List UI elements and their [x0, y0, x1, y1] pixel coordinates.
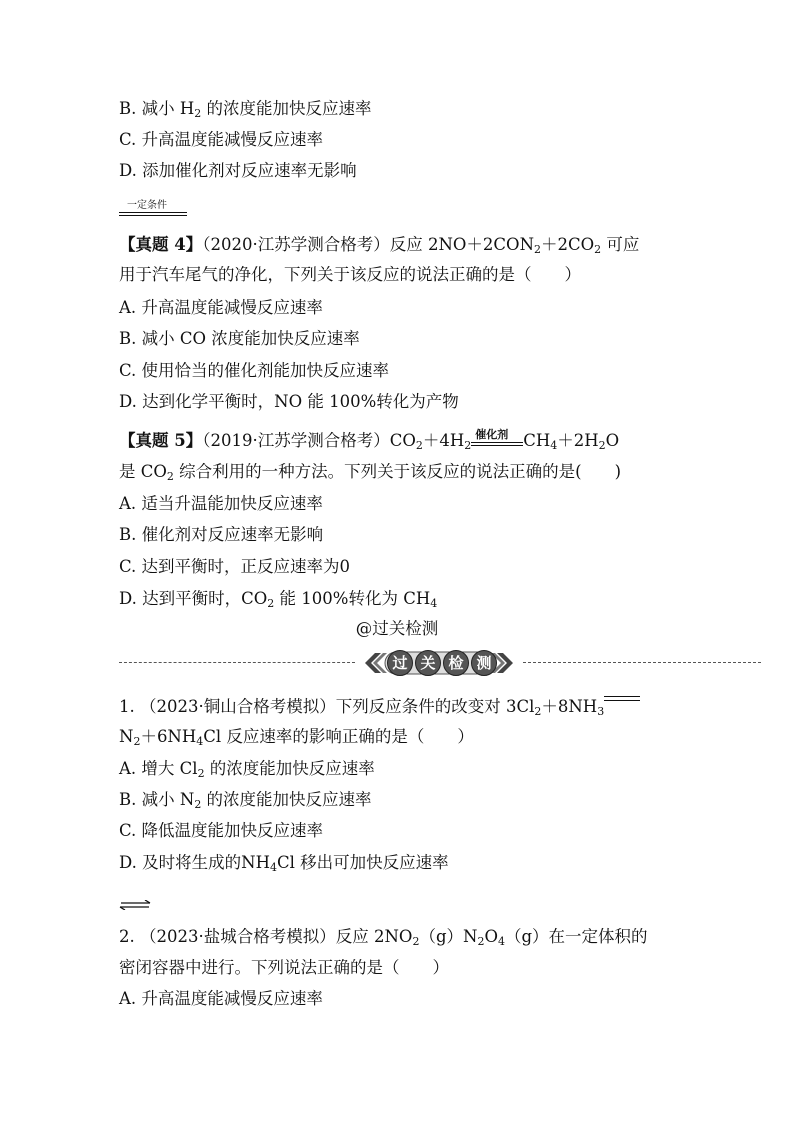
q4-stem-line2: 用于汽车尾气的净化，下列关于该反应的说法正确的是（ ） [119, 265, 581, 284]
q5-stem-line2: 是 $CO_2$ 综合利用的一种方法。下列关于该反应的说法正确的是( ) [119, 462, 622, 483]
q4-option-a: A. 升高温度能减慢反应速率 [119, 298, 323, 317]
q4-stem-line1: 【真题 4】（2020·江苏学测合格考）反应 $2NO+2CON_2+2CO_2$ 可应 [119, 235, 640, 256]
badge-char-1: 过 [387, 650, 413, 676]
q5-option-b: B. 催化剂对反应速率无影响 [119, 525, 324, 544]
prev-option-b: B. 减小 $H_2$ 的浓度能加快反应速率 [119, 99, 372, 120]
prev-option-d: D. 添加催化剂对反应速率无影响 [119, 161, 357, 180]
condition-arrow-label: 一定条件 [127, 200, 167, 211]
p1-option-d: D. 及时将生成的$NH_4Cl$ 移出可加快反应速率 [119, 853, 449, 874]
reversible-arrow-icon [119, 900, 151, 910]
q5-option-d: D. 达到平衡时，$CO_2$ 能 100%转化为 $CH_4$ [119, 589, 438, 610]
p1-option-b: B. 减小 $N_2$ 的浓度能加快反应速率 [119, 790, 372, 811]
catalyst-arrow: 催化剂 [471, 430, 523, 452]
q4-option-b: B. 减小 CO 浓度能加快反应速率 [119, 329, 360, 348]
p2-option-a: A. 升高温度能减慢反应速率 [119, 989, 323, 1008]
p1-stem-line1: 1. （2023·铜山合格考模拟）下列反应条件的改变对 $3Cl_2+8NH_3$ [119, 696, 640, 718]
q4-tag: 【真题 4】 [119, 235, 203, 254]
q4-option-c: C. 使用恰当的催化剂能加快反应速率 [119, 361, 390, 380]
p1-option-a: A. 增大 $Cl_2$ 的浓度能加快反应速率 [119, 759, 375, 780]
p1-option-c: C. 降低温度能加快反应速率 [119, 821, 324, 840]
q5-tag: 【真题 5】 [119, 431, 203, 450]
prev-option-c: C. 升高温度能减慢反应速率 [119, 130, 324, 149]
q4-option-d: D. 达到化学平衡时，NO 能 100%转化为产物 [119, 392, 459, 411]
p1-stem-line2: $N_2+6NH_4Cl$ 反应速率的影响正确的是（ ） [119, 727, 474, 748]
q5-option-a: A. 适当升温能加快反应速率 [119, 494, 323, 513]
condition-arrow [119, 201, 189, 217]
badge-char-4: 测 [471, 650, 497, 676]
section-title: @过关检测 [355, 619, 439, 638]
badge-char-3: 检 [443, 650, 469, 676]
section-badge [363, 649, 515, 677]
q5-option-c: C. 达到平衡时，正反应速率为0 [119, 557, 351, 576]
equilibrium-sign [604, 696, 640, 718]
section-banner [119, 648, 761, 678]
badge-char-2: 关 [415, 650, 441, 676]
q5-stem-line1: 【真题 5】（2019·江苏学测合格考）$CO_2+4H_2$ 催化剂 $CH_4+2H_2O$ [119, 428, 620, 452]
p2-stem-line2: 密闭容器中进行。下列说法正确的是（ ） [119, 958, 449, 977]
p2-stem-line1: 2. （2023·盐城合格考模拟）反应 $2NO_2(g)N_2O_4(g)$在一定体积的 [119, 927, 648, 948]
